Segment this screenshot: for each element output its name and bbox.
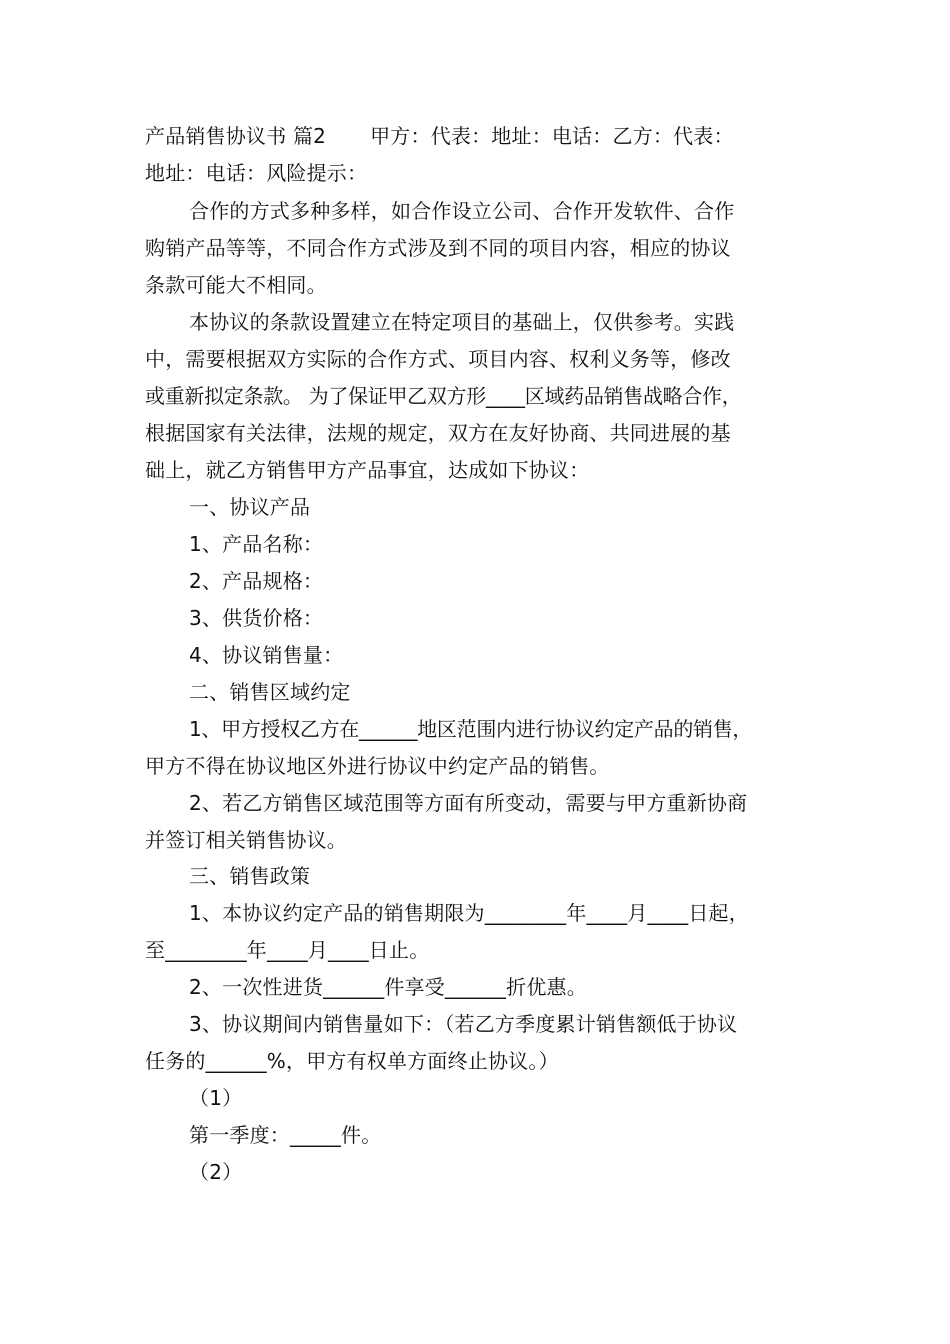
risk-para-1-line: 条款可能大不相同。 [145,273,327,297]
section-3-item-3-line: 3、协议期间内销售量如下：（若乙方季度累计销售额低于协议 [189,1012,738,1036]
risk-para-2-line: 本协议的条款设置建立在特定项目的基础上，仅供参考。实践 [189,310,735,334]
section-2-item-1-line: 甲方不得在协议地区外进行协议中约定产品的销售。 [145,754,610,778]
section-2-heading: 二、销售区域约定 [189,680,351,704]
risk-para-1-line: 购销产品等等，不同合作方式涉及到不同的项目内容，相应的协议 [145,236,731,260]
sub-item-2-label: （2） [189,1160,243,1184]
parties-line-2: 地址：电话：风险提示： [145,161,368,185]
risk-para-2-line: 根据国家有关法律，法规的规定，双方在友好协商、共同进展的基 [145,421,731,445]
sub-item-1-label: （1） [189,1086,243,1110]
section-1-heading: 一、协议产品 [189,495,311,519]
quarter-1-line: 第一季度：_____件。 [189,1123,382,1147]
section-2-item-2-line: 2、若乙方销售区域范围等方面有所变动，需要与甲方重新协商 [189,791,748,815]
section-3-item-3-line: 任务的______%，甲方有权单方面终止协议。） [145,1049,559,1073]
section-3-item-2: 2、一次性进货______件享受______折优惠。 [189,975,587,999]
section-1-item: 1、产品名称： [189,532,324,556]
section-3-item-1-line: 至________年____月____日止。 [145,938,430,962]
title-line [145,124,734,148]
risk-para-2-line: 中，需要根据双方实际的合作方式、项目内容、权利义务等，修改 [145,347,731,371]
risk-para-1-line: 合作的方式多种多样，如合作设立公司、合作开发软件、合作 [189,199,735,223]
document-title: 产品销售协议书 篇2 [145,124,327,148]
risk-para-2-line: 础上，就乙方销售甲方产品事宜，达成如下协议： [145,458,590,482]
risk-para-2-line: 或重新拟定条款。 为了保证甲乙双方形____区域药品销售战略合作， [145,384,742,408]
section-3-item-1-line: 1、本协议约定产品的销售期限为________年____月____日起， [189,901,749,925]
parties-line-1: 甲方：代表：地址：电话：乙方：代表： [370,124,734,148]
section-1-item: 4、协议销售量： [189,643,344,667]
section-1-item: 3、供货价格： [189,606,324,630]
section-2-item-1-line: 1、甲方授权乙方在______地区范围内进行协议约定产品的销售， [189,717,753,741]
section-2-item-2-line: 并签订相关销售协议。 [145,828,347,852]
section-1-item: 2、产品规格： [189,569,324,593]
section-3-heading: 三、销售政策 [189,864,311,888]
